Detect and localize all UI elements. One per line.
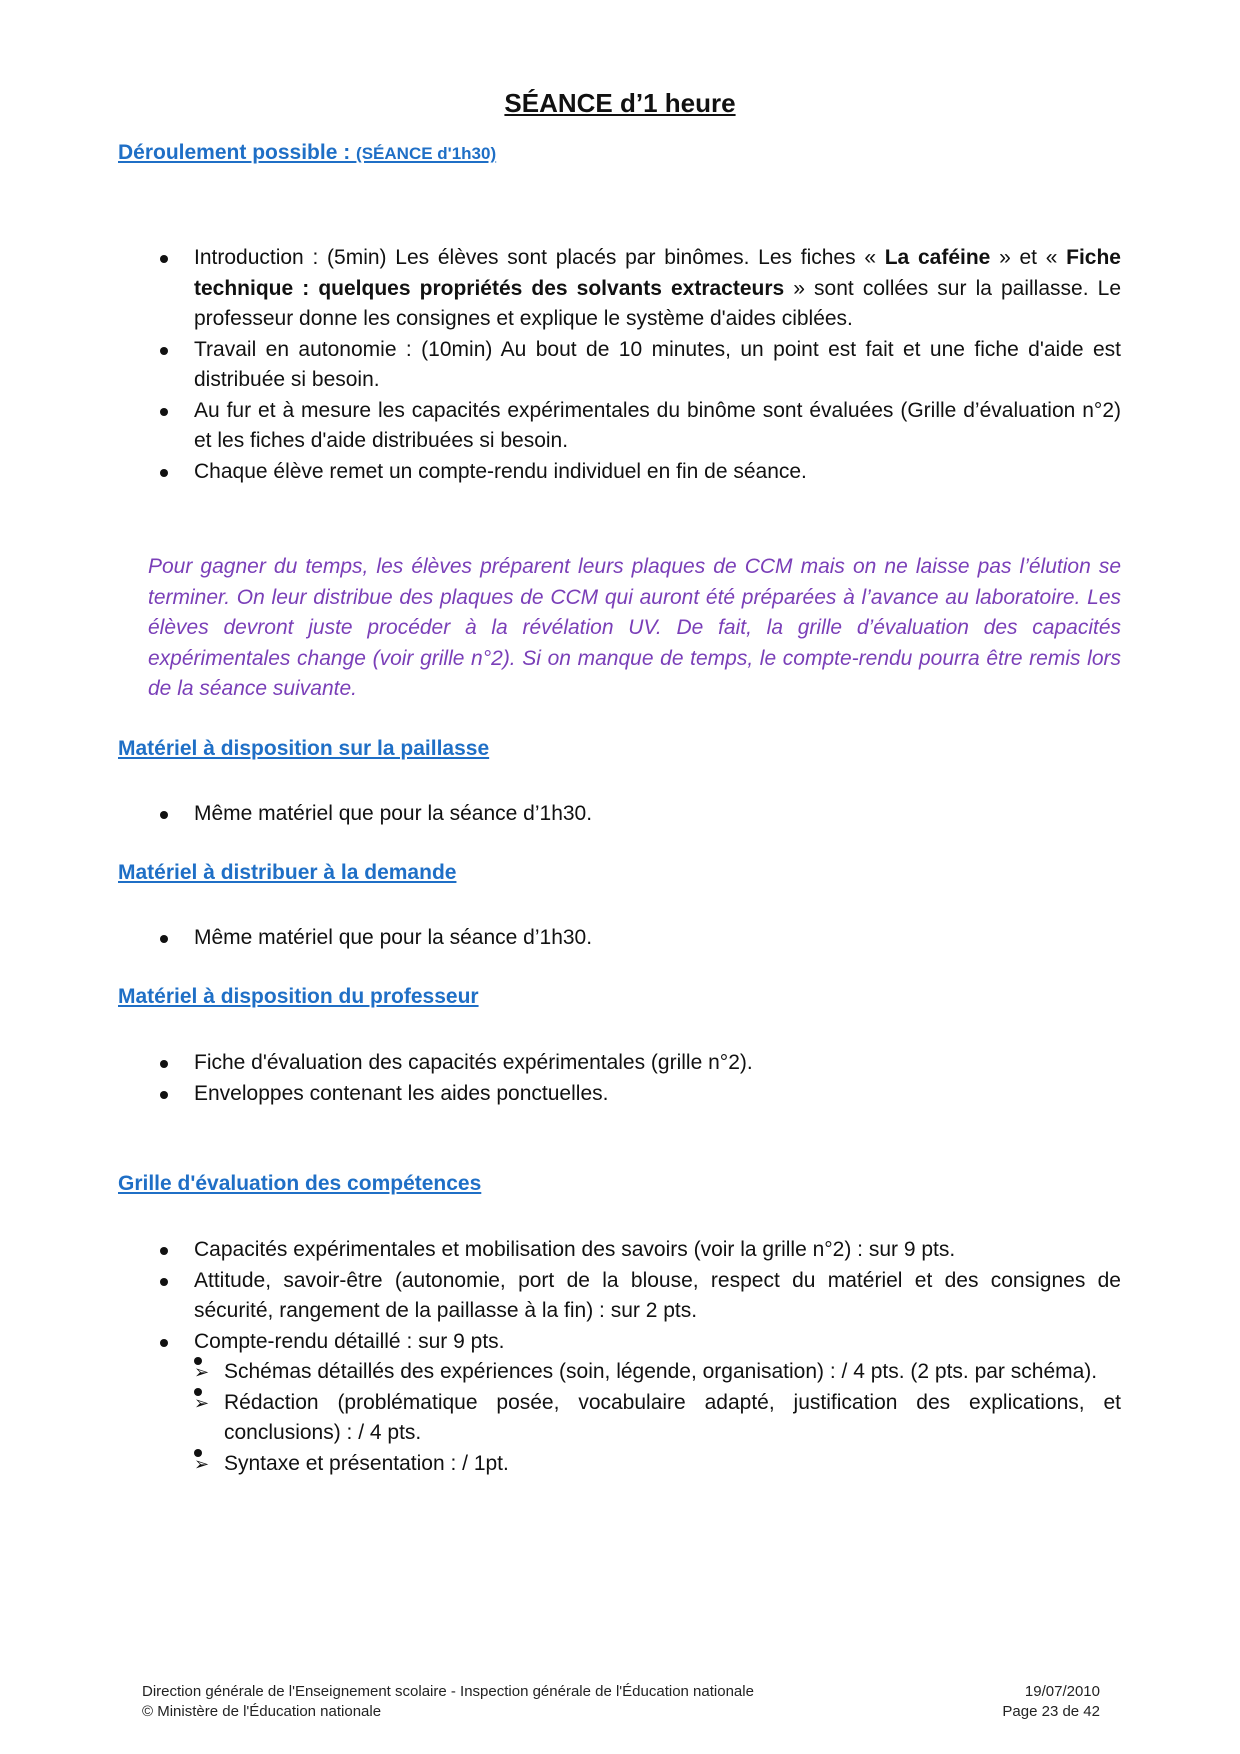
section-heading-professeur: Matériel à disposition du professeur (118, 985, 479, 1008)
list-item (118, 1327, 1121, 1480)
item-bold-text: Fiche technique : quelques propriétés des solvants extracteurs (194, 246, 1121, 300)
list-item: Capacités expérimentales et mobilisation des savoirs (voir la grille n°2) : sur 9 pts. (118, 1235, 1121, 1266)
sublist-item: ➢ Schémas détaillés des expériences (soin, légende, organisation) : / 4 pts. (2 pts. par schéma). (194, 1357, 1121, 1388)
footer-line-2: © Ministère de l'Éducation nationale (142, 1703, 382, 1720)
footer-date: 19/07/2010 (1024, 1683, 1100, 1700)
list-item: Même matériel que pour la séance d’1h30. (118, 923, 1121, 954)
footer-right (980, 1682, 1100, 1722)
sublist-item: ➢ Rédaction (problématique posée, vocabulaire adapté, justification des explications, et conclusions) : / 4 pts. (194, 1388, 1121, 1449)
sublist-item: ➢ Syntaxe et présentation : / 1pt. (194, 1449, 1121, 1480)
list-item: Fiche d'évaluation des capacités expérimentales (grille n°2). (118, 1048, 1121, 1079)
footer-left (142, 1682, 754, 1722)
page-title: SÉANCE d’1 heure (504, 88, 736, 118)
paillasse-list (118, 799, 1121, 830)
list-item: Attitude, savoir-être (autonomie, port de la blouse, respect du matériel et des consignes de sécurité, rangement de la paillasse à la fin) : sur 2 pts. (118, 1266, 1121, 1327)
section-heading-paillasse: Matériel à disposition sur la paillasse (118, 737, 490, 760)
item-text: Compte-rendu détaillé : sur 9 pts. (194, 1329, 505, 1353)
list-item: Au fur et à mesure les capacités expérimentales du binôme sont évaluées (Grille d’évaluation n°2) et les fiches d'aide distribuées si besoin. (118, 396, 1121, 457)
demande-list (118, 923, 1121, 954)
list-item: Chaque élève remet un compte-rendu individuel en fin de séance. (118, 457, 1121, 488)
deroulement-list (118, 243, 1121, 487)
grille-sublist (194, 1357, 1121, 1479)
professeur-list (118, 1048, 1121, 1109)
list-item (118, 243, 1121, 335)
list-item: Travail en autonomie : (10min) Au bout de 10 minutes, un point est fait et une fiche d'aide est distribuée si besoin. (118, 335, 1121, 396)
heading-text: Déroulement possible : (118, 141, 357, 164)
item-text: » et « (990, 246, 1067, 269)
section-heading-demande: Matériel à distribuer à la demande (118, 861, 457, 884)
list-item: Enveloppes contenant les aides ponctuelles. (118, 1079, 1121, 1110)
italic-note: Pour gagner du temps, les élèves préparent leurs plaques de CCM mais on ne laisse pas l’élution se terminer. On leur distribue des plaques de CCM qui auront été préparées à l’avance au laboratoire. Les élèves devront juste procéder à la révélation UV. De fait, la grille d’évaluation des capacités expérimentales change (voir grille n°2). Si on manque de temps, le compte-rendu pourra être remis lors de la séance suivante. (148, 555, 1121, 700)
grille-list (118, 1235, 1121, 1479)
heading-subtext: (SÉANCE d'1h30) (356, 144, 497, 163)
list-item: Même matériel que pour la séance d’1h30. (118, 799, 1121, 830)
item-text: Introduction : (5min) Les élèves sont placés par binômes. Les fiches « (194, 246, 885, 269)
footer-line-1: Direction générale de l'Enseignement scolaire - Inspection générale de l'Éducation nationale (142, 1683, 754, 1700)
item-bold-text: La caféine (884, 246, 991, 269)
section-heading-deroulement (118, 141, 496, 165)
item-text: » sont collées sur la paillasse. Le professeur donne les consignes et explique le système d'aides ciblées. (194, 276, 1121, 330)
section-heading-grille: Grille d'évaluation des compétences (118, 1172, 482, 1195)
footer-page-number: Page 23 de 42 (1002, 1703, 1100, 1720)
